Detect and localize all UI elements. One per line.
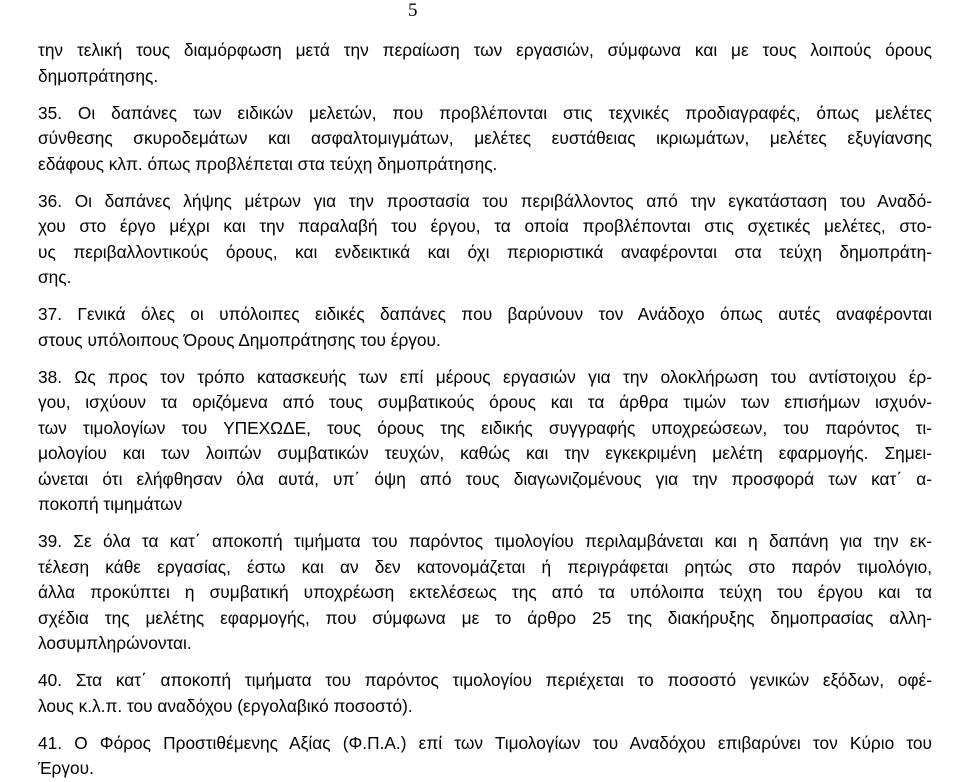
paragraph-line: εδάφους κλπ. όπως προβλέπεται στα τεύχη δημοπράτησης. (38, 153, 498, 174)
paragraph-38 (38, 365, 932, 518)
paragraph-line: 35. Οι δαπάνες των ειδικών μελετών, που προβλέπονται στις τεχνικές προδιαγραφές, όπως μελέτες (38, 102, 932, 123)
paragraph-line: 39. Σε όλα τα κατ΄ αποκοπή τιμήματα του παρόντος τιμολογίου περιλαμβάνεται και η δαπάνη για την εκ- (38, 531, 932, 551)
paragraph-line: σύνθεσης σκυροδεμάτων και ασφαλτομιγμάτων, μελέτες ευστάθειας ικριωμάτων, μελέτες εξυγίανσης (38, 128, 932, 148)
paragraph-40 (38, 668, 932, 719)
paragraph-line: μολογίου και των λοιπών συμβατικών τευχών, καθώς και την εγκεκριμένη μελέτη εφαρμογής. Σημει- (38, 443, 932, 463)
paragraph-line: στους υπόλοιπους Όρους Δημοπράτησης του έργου. (38, 329, 441, 350)
paragraph-line: υς περιβαλλοντικούς όρους, και ενδεικτικά και όχι περιοριστικά αναφέρονται στα τεύχη δημοπράτη- (38, 241, 932, 262)
paragraph-continuation (38, 38, 932, 89)
paragraph-39 (38, 529, 932, 657)
paragraph-line: 36. Οι δαπάνες λήψης μέτρων για την προστασία του περιβάλλοντος από την εγκατάσταση του Αναδό- (38, 190, 932, 211)
paragraph-line: ποκοπή τιμημάτων (38, 494, 183, 514)
paragraph-line: δημοπράτησης. (38, 65, 159, 86)
paragraph-35 (38, 101, 932, 178)
paragraph-line: τέλεση κάθε εργασίας, έστω και αν δεν κατονομάζεται ή περιγράφεται ρητώς στο παρόν τιμολόγιο, (38, 556, 932, 577)
paragraph-line: 40. Στα κατ΄ αποκοπή τιμήματα του παρόντος τιμολογίου περιέχεται το ποσοστό γενικών εξόδων, οφέ- (38, 670, 932, 690)
paragraph-line: γου, ισχύουν τα οριζόμενα από τους συμβατικούς όρους και τα άρθρα τιμών των επισήμων ισχυόν- (38, 392, 932, 412)
paragraph-line: χου στο έργο μέχρι και την παραλαβή του έργου, τα οποία προβλέπονται στις σχετικές μελέτες, στο- (38, 216, 932, 236)
paragraph-line: 41. Ο Φόρος Προστιθέμενης Αξίας (Φ.Π.Α.) επί των Τιμολογίων του Αναδόχου επιβαρύνει τον Κύριο του (38, 732, 932, 753)
paragraph-41 (38, 731, 932, 782)
paragraph-line: 38. Ως προς τον τρόπο κατασκευής των επί μέρους εργασιών για την ολοκλήρωση του αντίστοιχου έρ- (38, 366, 932, 387)
paragraph-line: των τιμολογίων του ΥΠΕΧΩΔΕ, τους όρους της ειδικής συγγραφής υποχρεώσεων, του παρόντος τι- (38, 417, 932, 438)
paragraph-line: 37. Γενικά όλες οι υπόλοιπες ειδικές δαπάνες που βαρύνουν τον Ανάδοχο όπως αυτές αναφέρονται (38, 304, 932, 324)
paragraph-line: σχέδια της μελέτης εφαρμογής, που σύμφωνα με το άρθρο 25 της διακήρυξης δημοπρασίας αλλη- (38, 607, 932, 628)
paragraph-37 (38, 302, 932, 353)
paragraph-line: την τελική τους διαμόρφωση μετά την περαίωση των εργασιών, σύμφωνα και με τους λοιπούς όρους (38, 40, 932, 60)
document-body (38, 38, 932, 782)
paragraph-line: άλλα προκύπτει η συμβατική υποχρέωση εκτελέσεως της από τα υπόλοιπα τεύχη του έργου και τα (38, 582, 932, 602)
paragraph-line: σης. (38, 267, 72, 287)
paragraph-line: λους κ.λ.π. του αναδόχου (εργολαβικό ποσοστό). (38, 695, 413, 716)
paragraph-36 (38, 189, 932, 291)
paragraph-line: λοσυμπληρώνονται. (38, 633, 192, 653)
paragraph-line: Έργου. (38, 758, 94, 778)
paragraph-line: ώνεται ότι ελήφθησαν όλα αυτά, υπ΄ όψη από τους διαγωνιζομένους για την προσφορά τωv κατ΄ α- (38, 468, 932, 489)
page-number: 5 (408, 0, 418, 21)
